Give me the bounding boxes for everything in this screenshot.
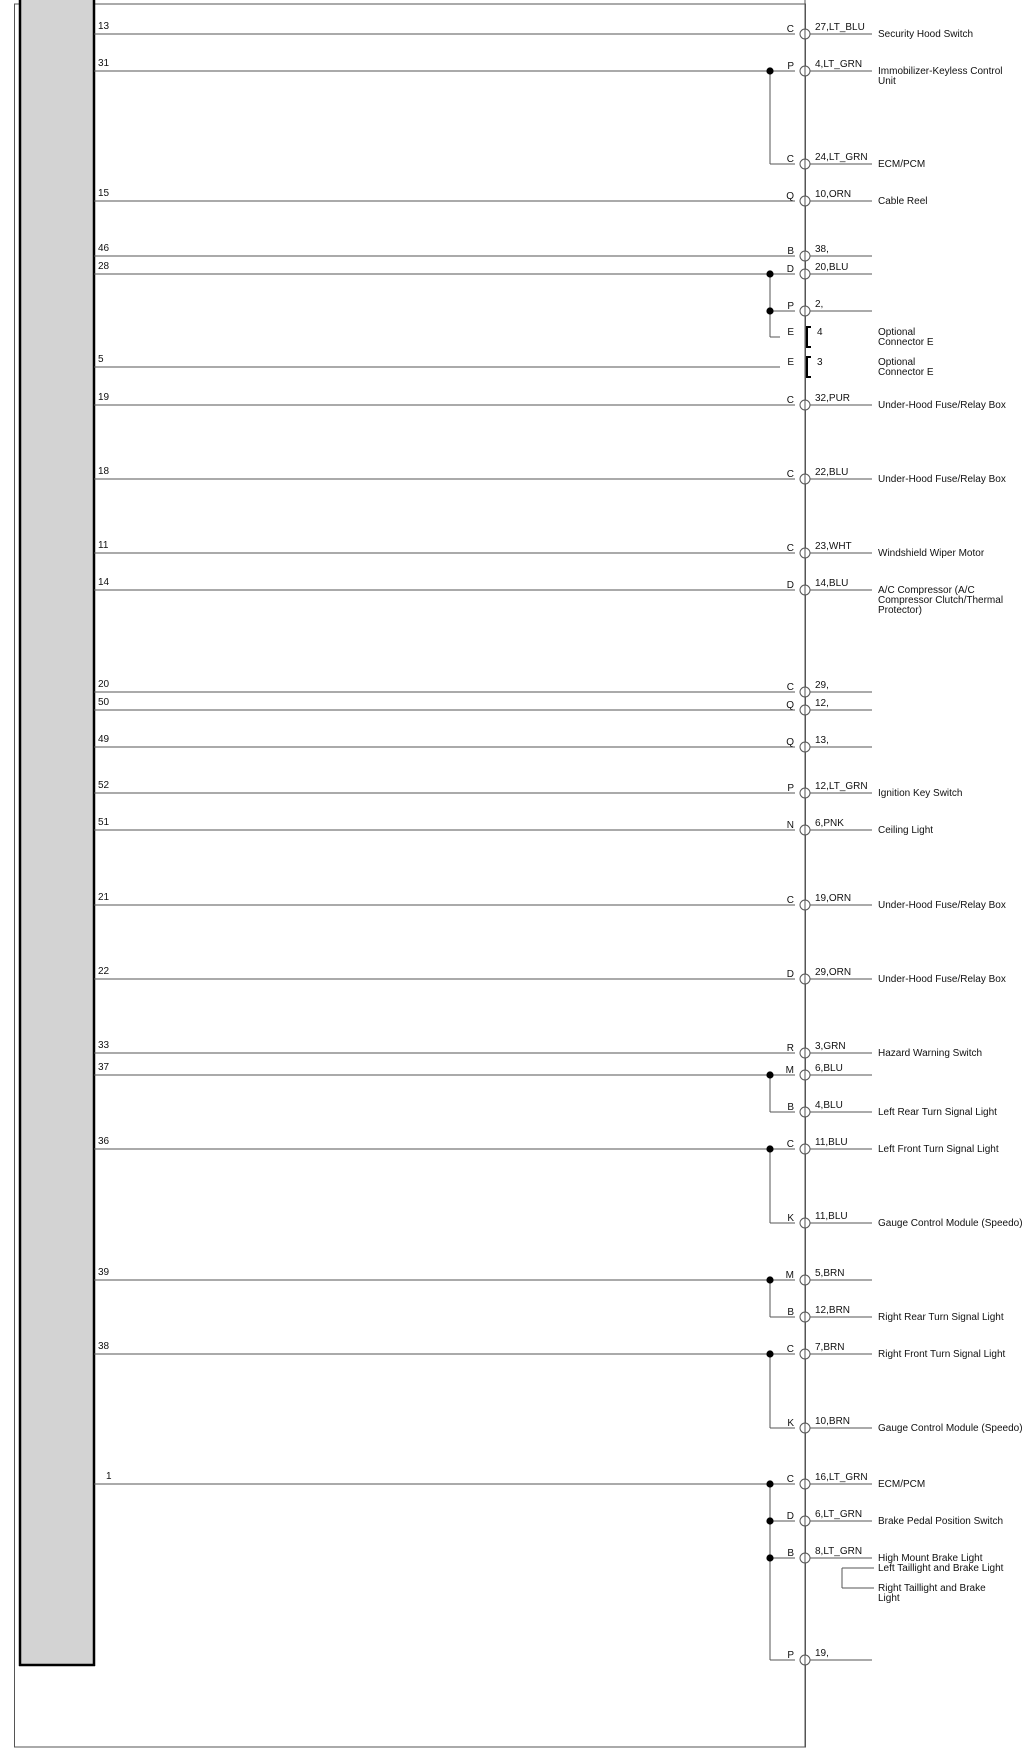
splice-dot	[766, 1276, 773, 1283]
destination-label: Gauge Control Module (Speedo)	[878, 1218, 1023, 1229]
pin-label: 4,BLU	[815, 1100, 843, 1111]
splice-dot	[766, 1517, 773, 1524]
pin-label: 20,BLU	[815, 262, 849, 273]
connector-letter: C	[786, 895, 794, 906]
connector-letter: D	[786, 1511, 794, 1522]
connector-letter: Q	[786, 737, 794, 748]
destination-label: Under-Hood Fuse/Relay Box	[878, 900, 1006, 911]
destination-label: A/C Compressor (A/C	[878, 585, 975, 596]
wire-number: 21	[98, 892, 110, 903]
connector-letter: C	[786, 24, 794, 35]
wire-number: 36	[98, 1136, 110, 1147]
pin-label: 32,PUR	[815, 393, 851, 404]
wire-number: 11	[98, 540, 109, 551]
pin-label: 12,BRN	[815, 1305, 851, 1316]
pin-label: 13,	[815, 735, 829, 746]
connector-letter: N	[786, 820, 794, 831]
connector-letter: B	[787, 1548, 794, 1559]
pin-label: 11,BLU	[815, 1211, 848, 1222]
pin-label: 4,LT_GRN	[815, 59, 863, 70]
connector-letter: P	[787, 61, 794, 72]
pin-label: 29,	[815, 680, 829, 691]
pin-label: 12,	[815, 698, 829, 709]
connector-letter: C	[786, 469, 794, 480]
connector-letter: E	[787, 327, 794, 338]
splice-dot	[766, 270, 773, 277]
splice-dot	[766, 1071, 773, 1078]
wire-number: 14	[98, 577, 110, 588]
connector-letter: M	[785, 1065, 794, 1076]
wire-number: 1	[106, 1471, 112, 1482]
connector-letter: D	[786, 969, 794, 980]
pin-label: 8,LT_GRN	[815, 1546, 863, 1557]
wire-number: 51	[98, 817, 110, 828]
connector-letter: P	[787, 783, 794, 794]
pin-label: 38,	[815, 244, 829, 255]
wire-number: 19	[98, 392, 110, 403]
page-frame	[15, 4, 806, 1747]
wire-number: 22	[98, 966, 110, 977]
destination-label: Compressor Clutch/Thermal	[878, 595, 1004, 606]
wire-number: 49	[98, 734, 110, 745]
pin-label: 7,BRN	[815, 1342, 845, 1353]
wire-number: 5	[98, 354, 104, 365]
pin-label: 22,BLU	[815, 467, 849, 478]
connector-letter: C	[786, 682, 794, 693]
connector-letter: B	[787, 246, 794, 257]
destination-label: Left Rear Turn Signal Light	[878, 1107, 997, 1118]
pin-label: 10,BRN	[815, 1416, 851, 1427]
splice-dot	[766, 1350, 773, 1357]
splice-dot	[766, 1145, 773, 1152]
destination-label: Ceiling Light	[878, 825, 934, 836]
destination-label: Cable Reel	[878, 196, 928, 207]
destination-label: Left Taillight and Brake Light	[878, 1563, 1004, 1574]
destination-label: Right Rear Turn Signal Light	[878, 1312, 1004, 1323]
connector-letter: E	[787, 357, 794, 368]
pin-label: 29,ORN	[815, 967, 852, 978]
wire-number: 50	[98, 697, 110, 708]
destination-label: Optional	[878, 357, 916, 368]
pin-label: 6,LT_GRN	[815, 1509, 863, 1520]
pin-label: 27,LT_BLU	[815, 22, 865, 33]
connector-letter: B	[787, 1102, 794, 1113]
wire-number: 37	[98, 1062, 110, 1073]
destination-label: Immobilizer-Keyless Control	[878, 66, 1003, 77]
destination-label: Protector)	[878, 605, 922, 616]
wire-number: 13	[98, 21, 110, 32]
splice-dot	[766, 307, 773, 314]
destination-label: Connector E	[878, 337, 934, 348]
destination-label: ECM/PCM	[878, 1479, 926, 1490]
destination-label: Connector E	[878, 367, 934, 378]
pin-label: 3,GRN	[815, 1041, 846, 1052]
destination-label: Under-Hood Fuse/Relay Box	[878, 474, 1006, 485]
connector-letter: P	[787, 1650, 794, 1661]
connector-letter: P	[787, 301, 794, 312]
destination-label: Under-Hood Fuse/Relay Box	[878, 974, 1006, 985]
destination-label: Optional	[878, 327, 916, 338]
wire-number: 38	[98, 1341, 110, 1352]
pin-label: 2,	[815, 299, 824, 310]
destination-label: Windshield Wiper Motor	[878, 548, 985, 559]
wire-number: 18	[98, 466, 110, 477]
splice-dot	[766, 1554, 773, 1561]
pin-label: 10,ORN	[815, 189, 852, 200]
pin-label: 19,	[815, 1648, 829, 1659]
pin-label: 6,PNK	[815, 818, 844, 829]
wire-number: 46	[98, 243, 110, 254]
wire-number: 52	[98, 780, 110, 791]
wire-number: 20	[98, 679, 110, 690]
connector-letter: Q	[786, 700, 794, 711]
connector-letter: C	[786, 154, 794, 165]
connector-letter: K	[787, 1213, 794, 1224]
pin-label: 19,ORN	[815, 893, 852, 904]
pin-label: 16,LT_GRN	[815, 1472, 868, 1483]
destination-label: Security Hood Switch	[878, 29, 974, 40]
destination-label: Gauge Control Module (Speedo)	[878, 1423, 1023, 1434]
destination-label: Brake Pedal Position Switch	[878, 1516, 1004, 1527]
destination-label: ECM/PCM	[878, 159, 926, 170]
splice-dot	[766, 1480, 773, 1487]
pin-label: 14,BLU	[815, 578, 849, 589]
wire-number: 39	[98, 1267, 110, 1278]
pin-label: 12,LT_GRN	[815, 781, 868, 792]
connector-letter: B	[787, 1307, 794, 1318]
connector-letter: M	[785, 1270, 794, 1281]
connector-bracket	[807, 357, 811, 377]
pin-label: 23,WHT	[815, 541, 852, 552]
destination-label: Hazard Warning Switch	[878, 1048, 983, 1059]
connector-bracket	[807, 327, 811, 347]
pin-label: 24,LT_GRN	[815, 152, 868, 163]
destination-label: Under-Hood Fuse/Relay Box	[878, 400, 1006, 411]
wire-number: 28	[98, 261, 110, 272]
connector-letter: D	[786, 580, 794, 591]
connector-letter: C	[786, 1344, 794, 1355]
connector-letter: Q	[786, 191, 794, 202]
wire-number: 33	[98, 1040, 110, 1051]
connector-letter: K	[787, 1418, 794, 1429]
destination-label: Light	[878, 1593, 900, 1604]
wire-number: 15	[98, 188, 110, 199]
wire-number: 31	[98, 58, 110, 69]
connector-letter: C	[786, 543, 794, 554]
destination-label: Right Front Turn Signal Light	[878, 1349, 1006, 1360]
module-body	[20, 0, 94, 1665]
destination-label: Right Taillight and Brake	[878, 1583, 986, 1594]
destination-label: High Mount Brake Light	[878, 1553, 983, 1564]
destination-label: Unit	[878, 76, 896, 87]
pin-label: 4	[817, 327, 823, 338]
pin-label: 11,BLU	[815, 1137, 848, 1148]
connector-letter: C	[786, 1474, 794, 1485]
connector-letter: C	[786, 1139, 794, 1150]
splice-dot	[766, 67, 773, 74]
pin-label: 6,BLU	[815, 1063, 843, 1074]
connector-letter: C	[786, 395, 794, 406]
pin-label: 5,BRN	[815, 1268, 845, 1279]
connector-letter: R	[786, 1043, 794, 1054]
pin-label: 3	[817, 357, 823, 368]
destination-label: Left Front Turn Signal Light	[878, 1144, 999, 1155]
destination-label: Ignition Key Switch	[878, 788, 963, 799]
connector-letter: D	[786, 264, 794, 275]
